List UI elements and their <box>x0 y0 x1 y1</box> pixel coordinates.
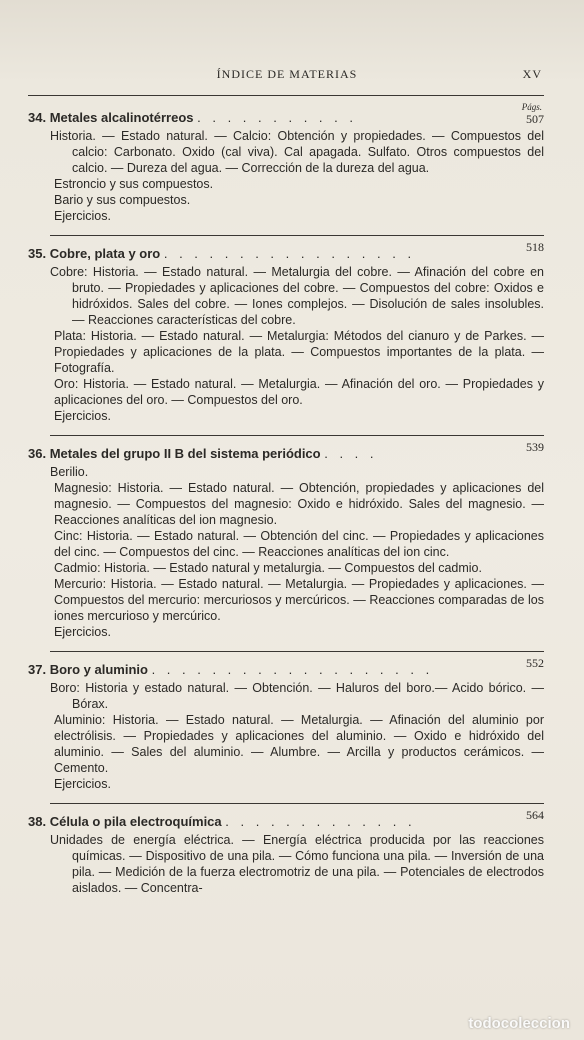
section-heading <box>28 108 544 128</box>
section-title: Metales alcalinotérreos <box>49 110 194 125</box>
section-paragraph: Estroncio y sus compuestos. <box>54 177 214 191</box>
leader-dots: . . . . . . . . . . . . . <box>225 814 416 829</box>
section-number: 36. <box>28 446 47 461</box>
toc-section-37 <box>28 651 544 801</box>
section-paragraph: Berilio. <box>50 465 89 479</box>
section-paragraph: Plata: Historia. — Estado natural. — Metalurgia: Métodos del cianuro y de Parkes. — Propiedades y aplicaciones de la plata. — Compuestos importantes de la plata. — Fotografía. <box>54 329 544 375</box>
section-paragraph: Cinc: Historia. — Estado natural. — Obtención del cinc. — Propiedades y aplicaciones del cinc. — Compuestos del cinc. — Reacciones analíticas del ion cinc. <box>54 529 544 559</box>
section-heading <box>28 660 544 680</box>
section-paragraph: Magnesio: Historia. — Estado natural. — Obtención, propiedades y aplicaciones del magnesio. — Compuestos del magnesio: Oxido e hidróxido. Sales del magnesio. — Reacciones analíticas del ion magnesio. <box>54 481 544 527</box>
section-page-number: 507 <box>526 112 544 126</box>
section-heading <box>28 444 544 464</box>
section-paragraph: Ejercicios. <box>54 209 111 223</box>
section-heading <box>28 812 544 832</box>
section-body <box>50 128 544 224</box>
section-paragraph: Cobre: Historia. — Estado natural. — Metalurgia del cobre. — Afinación del cobre en bruto. — Propiedades y aplicaciones del cobre. — Compuestos del cobre: Oxidos e hidróxidos. Sales del cobre. — Iones complejos. — Disolución de sales insolubles. — Reacciones características del cobre. <box>50 265 544 327</box>
leader-dots: . . . . <box>324 446 378 461</box>
toc-section-38 <box>28 803 544 905</box>
section-number: 34. <box>28 110 47 125</box>
section-page-number: 552 <box>526 656 544 670</box>
section-title: Boro y aluminio <box>49 662 148 677</box>
section-paragraph: Cadmio: Historia. — Estado natural y metalurgia. — Compuestos del cadmio. <box>54 561 482 575</box>
section-number: 37. <box>28 662 47 677</box>
section-paragraph: Bario y sus compuestos. <box>54 193 191 207</box>
section-paragraph: Ejercicios. <box>54 409 111 423</box>
leader-dots: . . . . . . . . . . . . . . . . . <box>163 246 416 261</box>
page-folio: XV <box>522 67 542 81</box>
section-page-number: 539 <box>526 440 544 454</box>
header-title: ÍNDICE DE MATERIAS <box>216 67 358 81</box>
header-rule <box>28 95 544 96</box>
section-body <box>50 464 544 640</box>
running-header <box>30 64 544 84</box>
section-title: Cobre, plata y oro <box>49 246 161 261</box>
section-number: 35. <box>28 246 47 261</box>
pages-column-label: Págs. <box>521 102 542 112</box>
section-body <box>50 832 544 896</box>
section-page-number: 564 <box>526 808 544 822</box>
toc-section-34 <box>28 108 544 233</box>
section-page-number: 518 <box>526 240 544 254</box>
section-body <box>50 264 544 424</box>
section-paragraph: Oro: Historia. — Estado natural. — Metalurgia. — Afinación del oro. — Propiedades y aplicaciones del oro. — Compuestos del oro. <box>54 377 544 407</box>
section-title: Célula o pila electroquímica <box>49 814 222 829</box>
toc-sections <box>28 108 544 905</box>
section-paragraph: Mercurio: Historia. — Estado natural. — Metalurgia. — Propiedades y aplicaciones. — Compuestos del mercurio: mercuriosos y mercúricos. — Reacciones comparadas de los iones mercurioso y mercúrico. <box>54 577 544 623</box>
section-paragraph: Historia. — Estado natural. — Calcio: Obtención y propiedades. — Compuestos del calcio: Carbonato. Oxido (cal viva). Cal apagada. Sulfato. Otros compuestos del calcio. — Dureza del agua. — Corrección de la dureza del agua. <box>50 129 544 175</box>
toc-section-35 <box>28 235 544 433</box>
section-body <box>50 680 544 792</box>
watermark-logo: todocoleccion <box>468 1015 570 1032</box>
leader-dots: . . . . . . . . . . . <box>197 110 357 125</box>
section-paragraph: Unidades de energía eléctrica. — Energía eléctrica producida por las reacciones químicas. — Dispositivo de una pila. — Cómo funciona una pila. — Inversión de una pila. — Medición de la fuerza electromotriz de una pila. — Potenciales de electrodos aislados. — Concentra- <box>50 833 544 895</box>
section-paragraph: Ejercicios. <box>54 777 111 791</box>
section-number: 38. <box>28 814 47 829</box>
section-paragraph: Aluminio: Historia. — Estado natural. — Metalurgia. — Afinación del aluminio por electrólisis. — Propiedades y aplicaciones del aluminio. — Oxido e hidróxido del aluminio. — Sales del aluminio. — Alumbre. — Arcilla y productos cerámicos. — Cemento. <box>54 713 544 775</box>
leader-dots: . . . . . . . . . . . . . . . . . . . <box>151 662 434 677</box>
toc-section-36 <box>28 435 544 649</box>
section-heading <box>28 244 544 264</box>
section-title: Metales del grupo II B del sistema periódico <box>49 446 321 461</box>
section-paragraph: Ejercicios. <box>54 625 111 639</box>
section-paragraph: Boro: Historia y estado natural. — Obtención. — Haluros del boro.— Acido bórico. — Bórax. <box>50 681 544 711</box>
